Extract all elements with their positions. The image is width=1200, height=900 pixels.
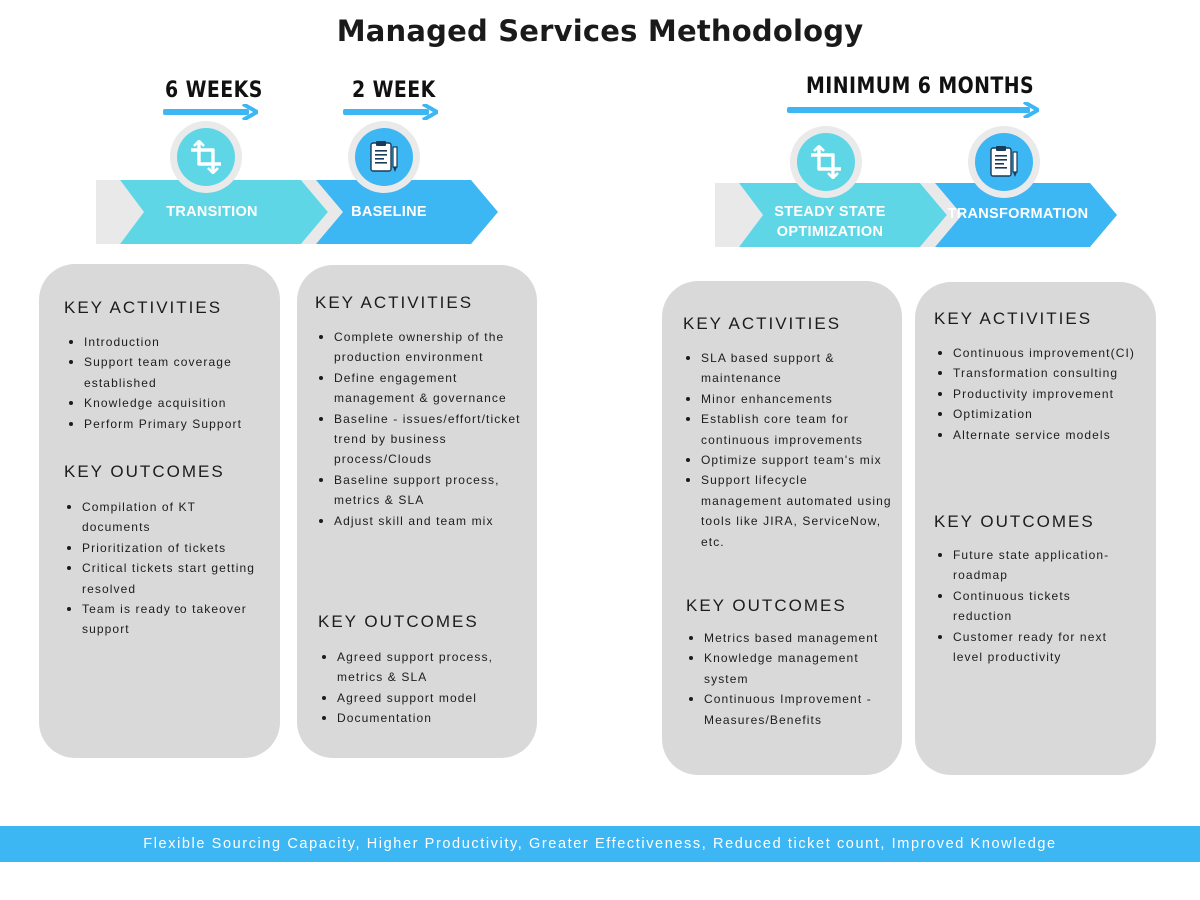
card-transformation	[915, 282, 1156, 775]
phase-label-line: STEADY STATE	[774, 204, 886, 220]
card-transition	[39, 264, 280, 758]
list-item: Knowledge acquisition	[65, 393, 265, 413]
list-item: Documentation	[318, 708, 523, 728]
list-item: Metrics based management	[685, 628, 890, 648]
list-item: Support team coverage established	[65, 352, 265, 393]
list-item: Perform Primary Support	[65, 414, 265, 434]
key-activities-list	[315, 327, 523, 531]
list-item: Prioritization of tickets	[63, 538, 268, 558]
phase-circle-transformation	[968, 126, 1040, 198]
list-item: Optimization	[934, 404, 1149, 424]
key-activities-heading: KEY ACTIVITIES	[934, 309, 1093, 328]
list-item: Knowledge management system	[685, 648, 890, 689]
timeline-arrow-right	[787, 103, 1039, 117]
list-item: Productivity improvement	[934, 384, 1149, 404]
phase-label-steady-state	[757, 202, 903, 242]
phase-label-baseline	[316, 202, 462, 222]
list-item: Continuous tickets reduction	[934, 586, 1134, 627]
key-outcomes-heading: KEY OUTCOMES	[318, 612, 479, 631]
duration-steady-transformation: MINIMUM 6 MONTHS	[806, 74, 1035, 99]
page-title: Managed Services Methodology	[336, 14, 864, 48]
list-item: Transformation consulting	[934, 363, 1149, 383]
list-item: Agreed support process, metrics & SLA	[318, 647, 523, 688]
list-item: Introduction	[65, 332, 265, 352]
list-item: Future state application-roadmap	[934, 545, 1134, 586]
key-activities-heading: KEY ACTIVITIES	[683, 314, 842, 333]
duration-transition: 6 WEEKS	[165, 78, 263, 103]
list-item: Critical tickets start getting resolved	[63, 558, 268, 599]
key-activities-heading: KEY ACTIVITIES	[64, 298, 223, 317]
phase-circle-transition	[170, 121, 242, 193]
key-activities-list	[934, 343, 1149, 445]
key-outcomes-list	[934, 545, 1134, 667]
list-item: Optimize support team's mix	[682, 450, 892, 470]
timeline-arrow-baseline	[343, 105, 438, 119]
key-outcomes-heading: KEY OUTCOMES	[64, 462, 225, 481]
crop-icon	[809, 145, 843, 179]
key-outcomes-heading: KEY OUTCOMES	[934, 512, 1095, 531]
list-item: Agreed support model	[318, 688, 523, 708]
key-outcomes-heading: KEY OUTCOMES	[686, 596, 847, 615]
list-item: Support lifecycle management automated using tools like JIRA, ServiceNow, etc.	[682, 470, 892, 552]
phase-label-transformation	[935, 204, 1101, 224]
key-outcomes-list	[63, 497, 268, 640]
phase-label-line: TRANSFORMATION	[947, 206, 1089, 222]
document-pen-icon	[986, 144, 1022, 180]
list-item: Establish core team for continuous improvements	[682, 409, 892, 450]
list-item: Continuous Improvement - Measures/Benefits	[685, 689, 890, 730]
key-activities-list	[682, 348, 892, 552]
list-item: Adjust skill and team mix	[315, 511, 523, 531]
phase-circle-baseline	[348, 121, 420, 193]
phase-circle-steady-state	[790, 126, 862, 198]
key-outcomes-list	[685, 628, 890, 730]
card-baseline	[297, 265, 537, 758]
phase-label-line: BASELINE	[351, 204, 427, 220]
list-item: Baseline support process, metrics & SLA	[315, 470, 523, 511]
list-item: SLA based support & maintenance	[682, 348, 892, 389]
timeline-arrow-transition	[163, 105, 258, 119]
list-item: Complete ownership of the production environment	[315, 327, 523, 368]
list-item: Compilation of KT documents	[63, 497, 268, 538]
crop-icon	[189, 140, 223, 174]
list-item: Alternate service models	[934, 425, 1149, 445]
key-activities-list	[65, 332, 265, 434]
phase-label-transition	[140, 202, 284, 222]
list-item: Team is ready to takeover support	[63, 599, 268, 640]
list-item: Define engagement management & governance	[315, 368, 523, 409]
phase-label-line: OPTIMIZATION	[776, 224, 884, 240]
list-item: Customer ready for next level productivity	[934, 627, 1134, 668]
benefits-banner: Flexible Sourcing Capacity, Higher Productivity, Greater Effectiveness, Reduced ticket count, Improved Knowledge	[0, 826, 1200, 862]
list-item: Baseline - issues/effort/ticket trend by business process/Clouds	[315, 409, 523, 470]
key-activities-heading: KEY ACTIVITIES	[315, 293, 474, 312]
duration-baseline: 2 WEEK	[352, 78, 436, 103]
key-outcomes-list	[318, 647, 523, 729]
list-item: Continuous improvement(CI)	[934, 343, 1149, 363]
document-pen-icon	[366, 139, 402, 175]
list-item: Minor enhancements	[682, 389, 892, 409]
phase-label-line: TRANSITION	[166, 204, 258, 220]
card-steady-state	[662, 281, 902, 775]
